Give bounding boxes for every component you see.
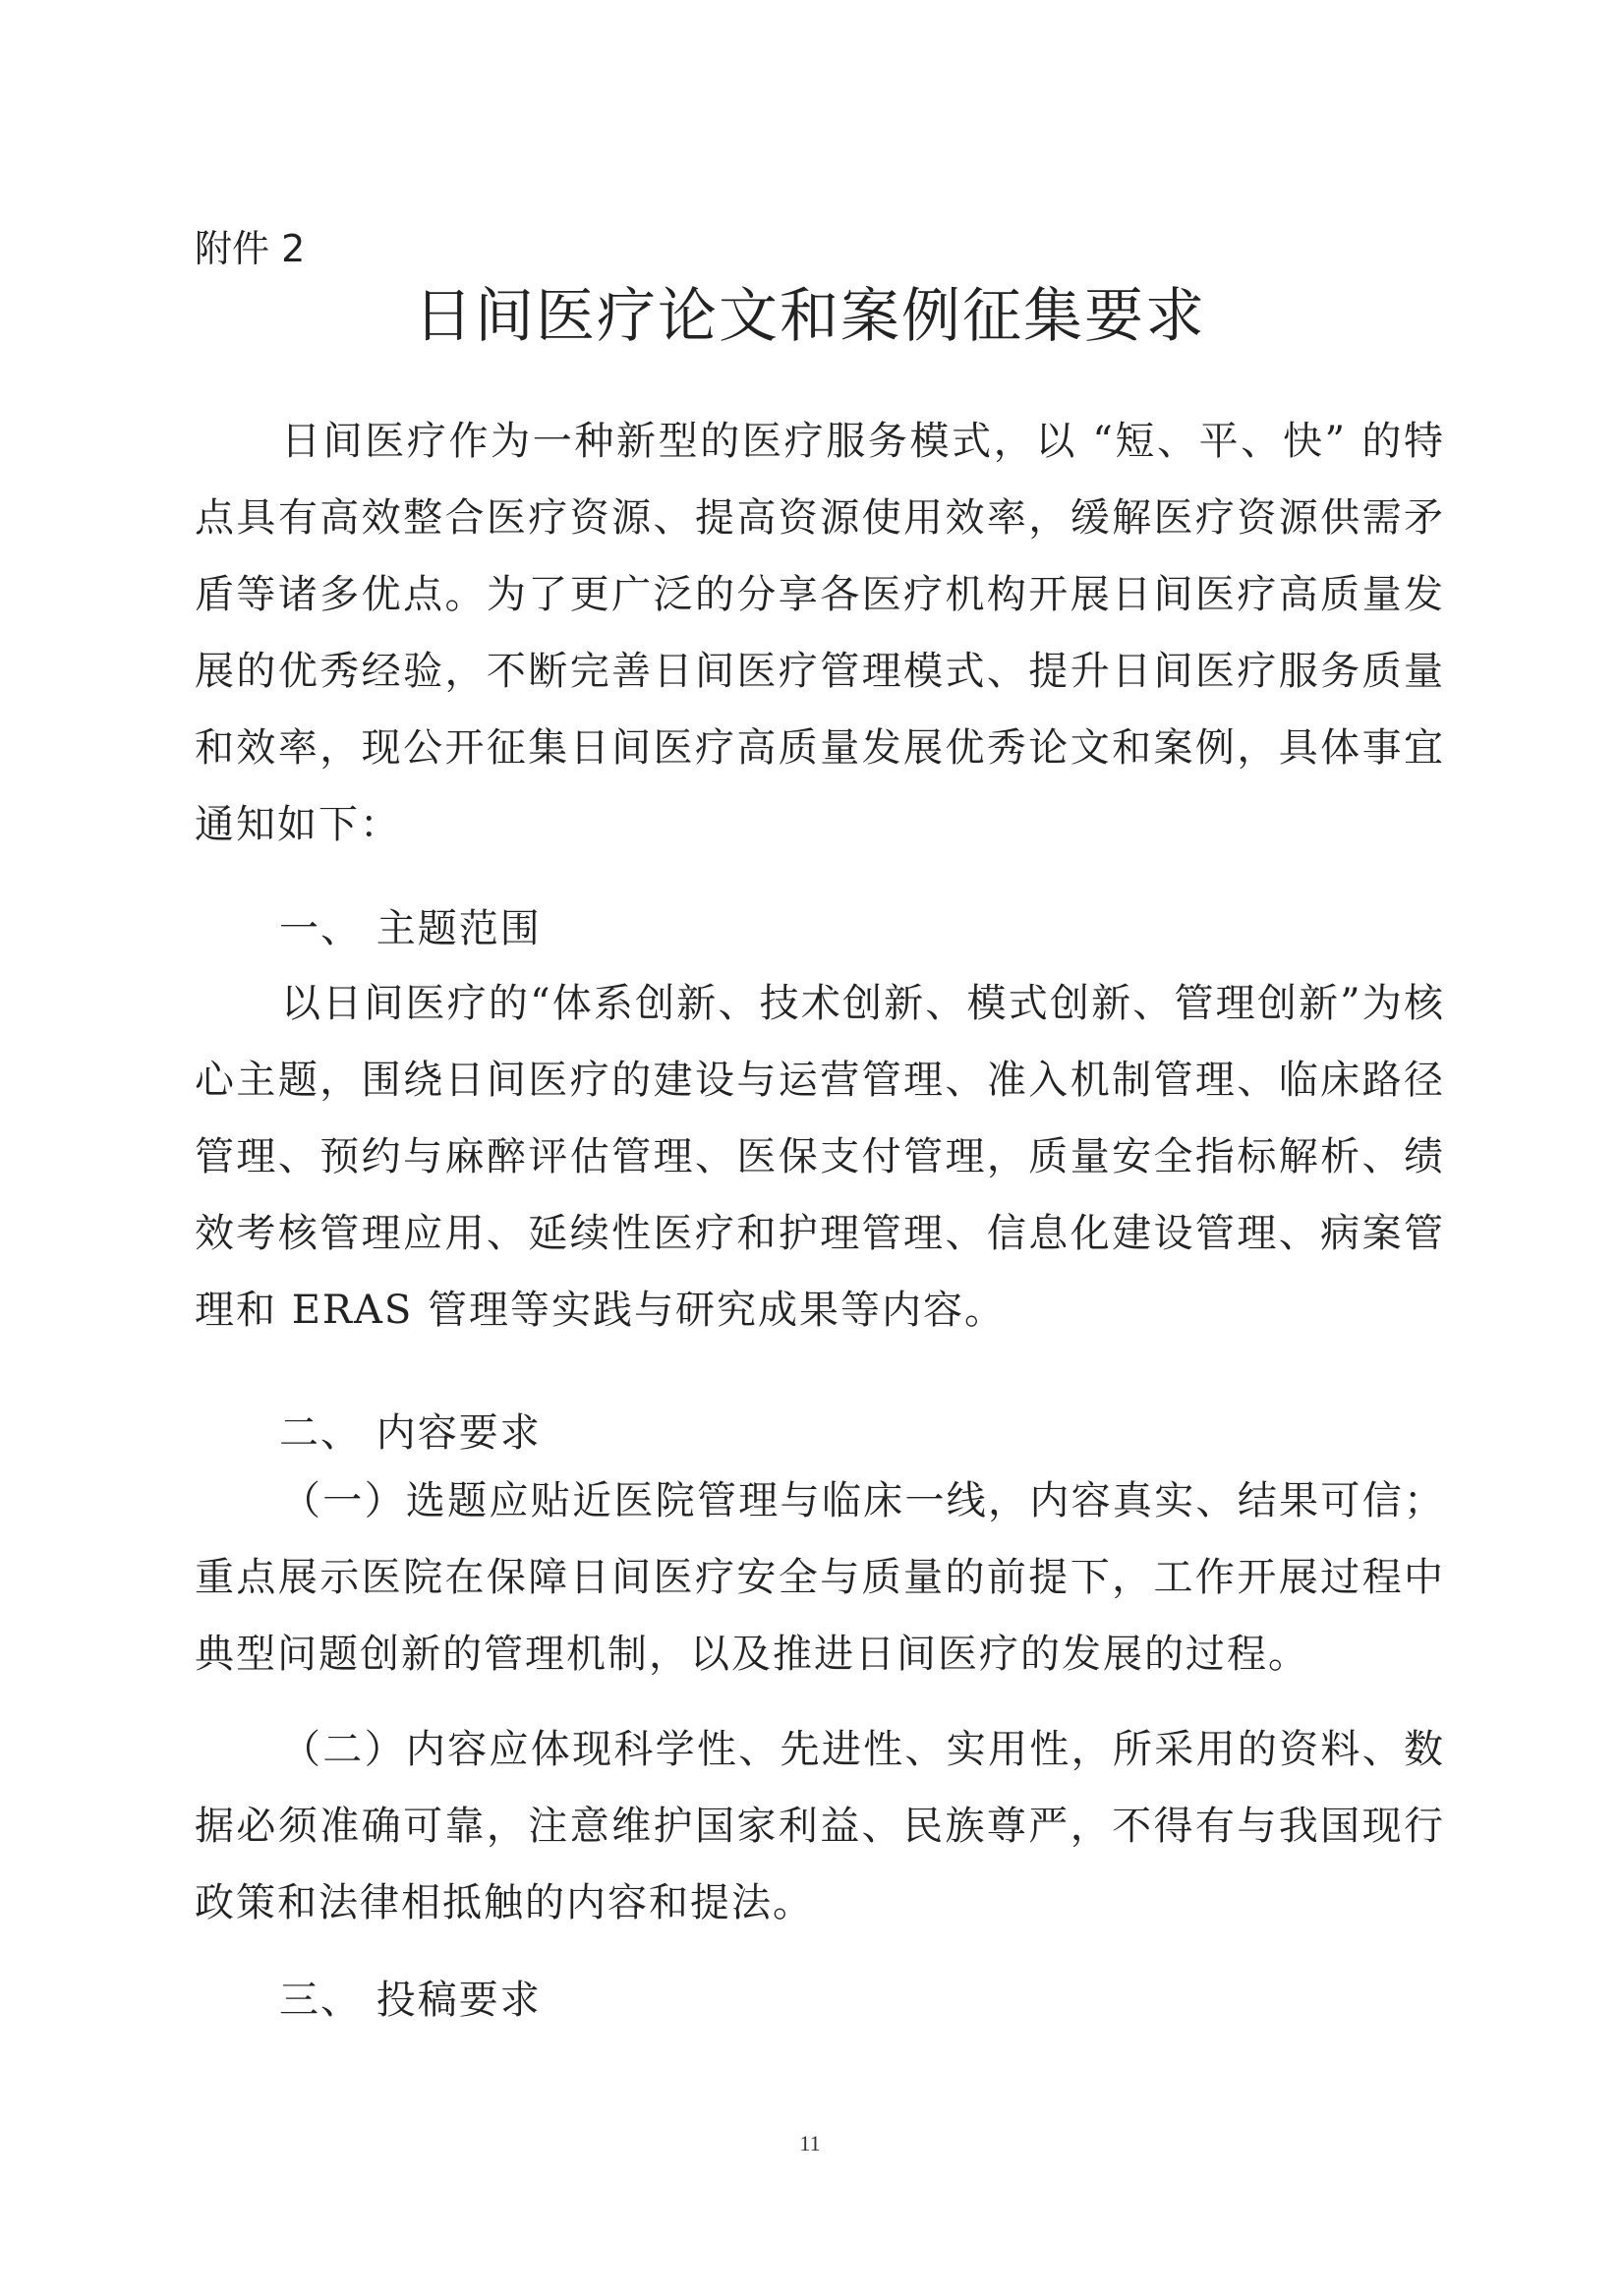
section-heading-submission-requirements: 三、 投稿要求 (279, 1978, 542, 2023)
section-paragraph-content-requirements-1: （一）选题应贴近医院管理与临床一线，内容真实、结果可信；重点展示医院在保障日间医疗安全与质量的前提下，工作开展过程中典型问题创新的管理机制，以及推进日间医疗的发展的过程。 (195, 1478, 1445, 1677)
page-number: 11 (799, 2131, 821, 2155)
section-paragraph-content-requirements-2: （二）内容应体现科学性、先进性、实用性，所采用的资料、数据必须准确可靠，注意维护国家利益、民族尊严，不得有与我国现行政策和法律相抵触的内容和提法。 (195, 1727, 1445, 1925)
intro-paragraph: 日间医疗作为一种新型的医疗服务模式，以 “短、平、快” 的特点具有高效整合医疗资源、提高资源使用效率，缓解医疗资源供需矛盾等诸多优点。为了更广泛的分享各医疗机构开展日间医疗高质量发展的优秀经验，不断完善日间医疗管理模式、提升日间医疗服务质量和效率，现公开征集日间医疗高质量发展优秀论文和案例，具体事宜通知如下： (195, 419, 1445, 847)
section-heading-content-requirements: 二、 内容要求 (279, 1410, 542, 1456)
section-paragraph-topic-scope: 以日间医疗的“体系创新、技术创新、模式创新、管理创新”为核心主题，围绕日间医疗的建设与运营管理、准入机制管理、临床路径管理、预约与麻醉评估管理、医保支付管理，质量安全指标解析、绩效考核管理应用、延续性医疗和护理管理、信息化建设管理、病案管理和 ERAS 管理等实践与研究成果等内容。 (195, 981, 1445, 1333)
section-heading-topic-scope: 一、 主题范围 (279, 906, 542, 951)
document-title: 日间医疗论文和案例征集要求 (414, 282, 1206, 351)
attachment-label: 附件 2 (195, 227, 306, 270)
